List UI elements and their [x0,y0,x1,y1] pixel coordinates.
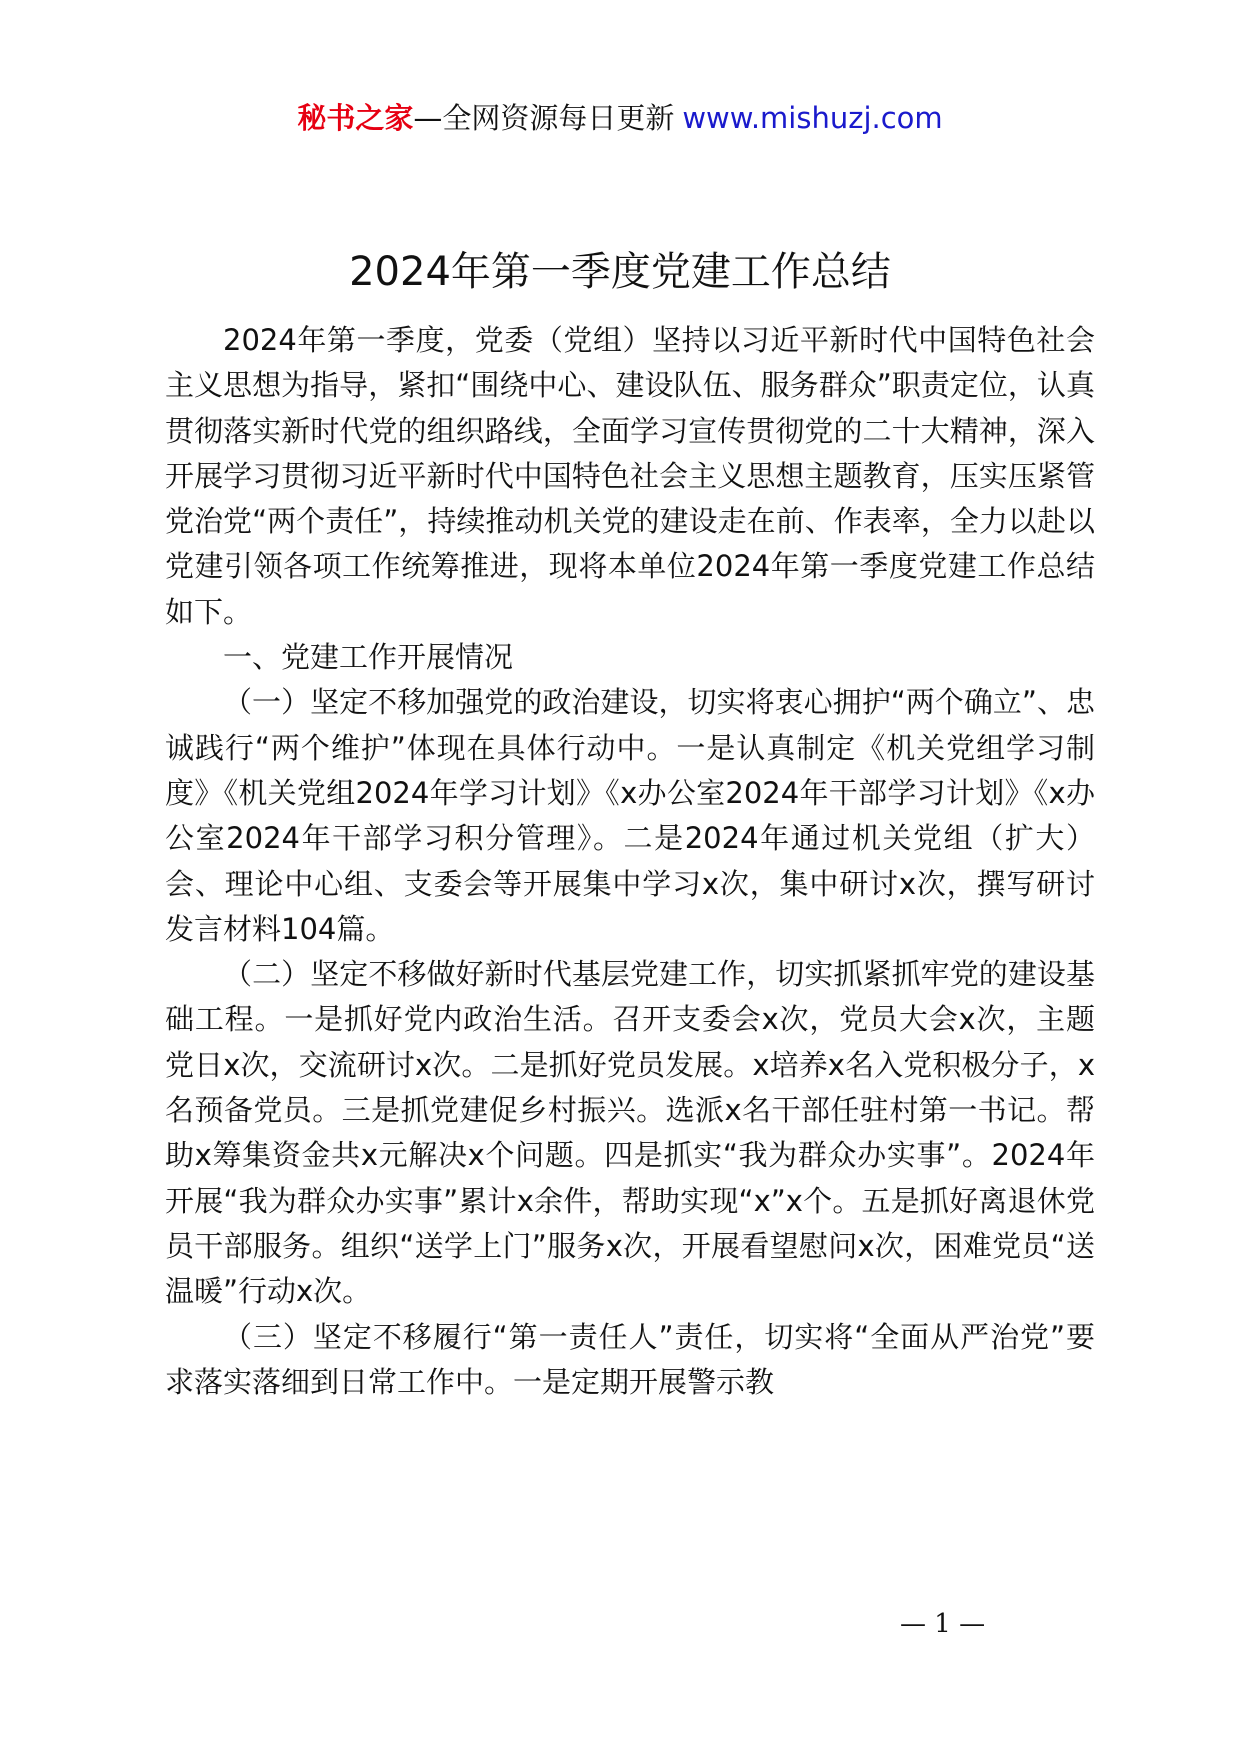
section-heading: 一、党建工作开展情况 [223,640,514,675]
page-number: — 1 — [900,1609,986,1639]
item-3-paragraph: （三）坚定不移履行“第一责任人”责任，切实将“全面从严治党”要求落实落细到日常工作中。一是定期开展警示教 [165,1319,1095,1399]
site-brand: 秘书之家 [297,101,414,135]
item-2-paragraph: （二）坚定不移做好新时代基层党建工作，切实抓紧抓牢党的建设基础工程。一是抓好党内政治生活。召开支委会x次，党员大会x次，主题党日x次，交流研讨x次。二是抓好党员发展。x培养x名入党积极分子，x名预备党员。三是抓党建促乡村振兴。选派x名干部任驻村第一书记。帮助x筹集资金共x元解决x个问题。四是抓实“我为群众办实事”。2024年开展“我为群众办实事”累计x余件，帮助实现“x”x个。五是抓好离退休党员干部服务。组织“送学上门”服务x次，开展看望慰问x次，困难党员“送温暖”行动x次。 [165,957,1095,1309]
document-title: 2024年第一季度党建工作总结 [349,249,891,295]
site-header [0,98,1240,138]
document-body [165,318,1095,1405]
item-1-paragraph: （一）坚定不移加强党的政治建设，切实将衷心拥护“两个确立”、忠诚践行“两个维护”体现在具体行动中。一是认真制定《机关党组学习制度》《机关党组2024年学习计划》《x办公室2024年干部学习计划》《x办公室2024年干部学习积分管理》。二是2024年通过机关党组（扩大）会、理论中心组、支委会等开展集中学习x次，集中研讨x次，撰写研讨发言材料104篇。 [165,685,1095,946]
intro-paragraph: 2024年第一季度，党委（党组）坚持以习近平新时代中国特色社会主义思想为指导，紧扣“围绕中心、建设队伍、服务群众”职责定位，认真贯彻落实新时代党的组织路线，全面学习宣传贯彻党的二十大精神，深入开展学习贯彻习近平新时代中国特色社会主义思想主题教育，压实压紧管党治党“两个责任”，持续推动机关党的建设走在前、作表率，全力以赴以党建引领各项工作统筹推进，现将本单位2024年第一季度党建工作总结如下。 [165,323,1095,629]
site-tagline: —全网资源每日更新 [413,101,675,135]
site-url-link[interactable]: www.mishuzj.com [682,101,943,135]
